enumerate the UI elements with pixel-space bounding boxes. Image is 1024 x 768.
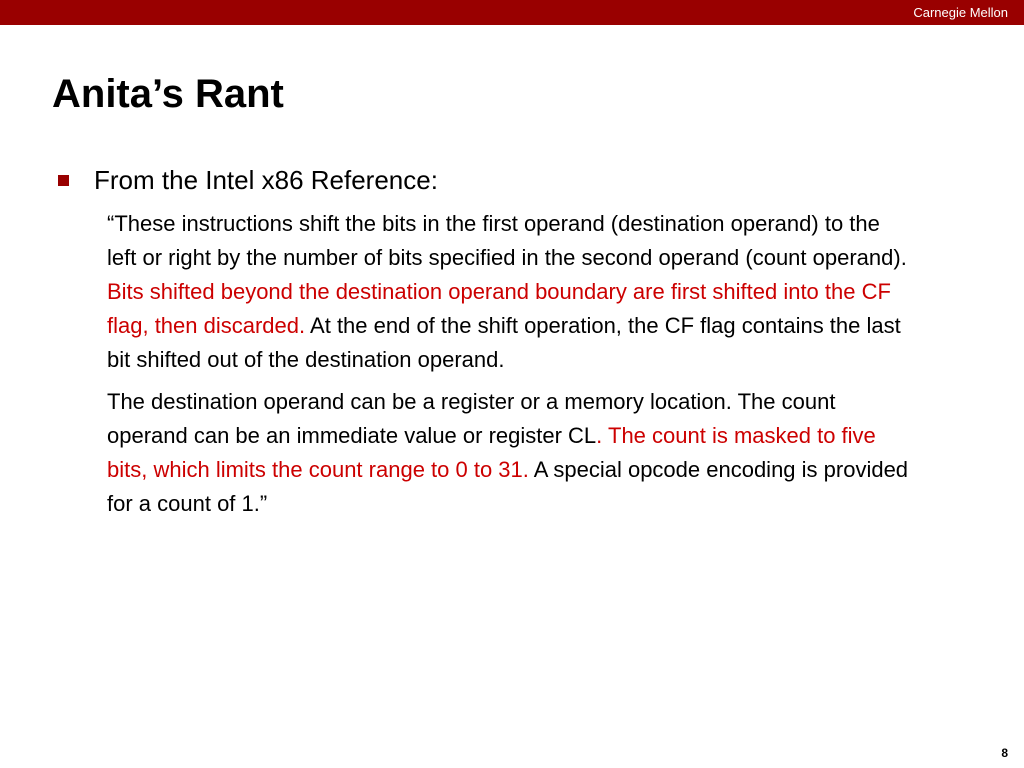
quote-text: “These instructions shift the bits in the first operand (destination operand) to the left or right by the number of bits specified in the second operand (count operand).: [107, 211, 907, 270]
highlighted-text: . The count is masked to five bits, which limits the count range to 0 to 31.: [107, 423, 876, 482]
bullet-item: [58, 163, 958, 199]
header-bar: [0, 0, 1024, 25]
square-bullet-icon: [58, 175, 69, 186]
slide-number: 8: [1001, 746, 1008, 760]
quote-text: At the end of the shift operation, the CF flag contains the last bit shifted out of the destination operand.: [107, 313, 901, 372]
org-name: Carnegie Mellon: [913, 5, 1008, 20]
highlighted-text: Bits shifted beyond the destination operand boundary are first shifted into the CF flag, then discarded.: [107, 279, 891, 338]
bullet-text: From the Intel x86 Reference:: [94, 165, 438, 195]
slide-title: Anita’s Rant: [52, 72, 284, 116]
quote-paragraph-1: [107, 207, 912, 377]
quote-block: [107, 207, 912, 529]
quote-text: The destination operand can be a register or a memory location. The count operand can be an immediate value or register CL: [107, 389, 836, 448]
quote-paragraph-2: [107, 385, 912, 521]
quote-text: A special opcode encoding is provided for a count of 1.”: [107, 457, 909, 516]
